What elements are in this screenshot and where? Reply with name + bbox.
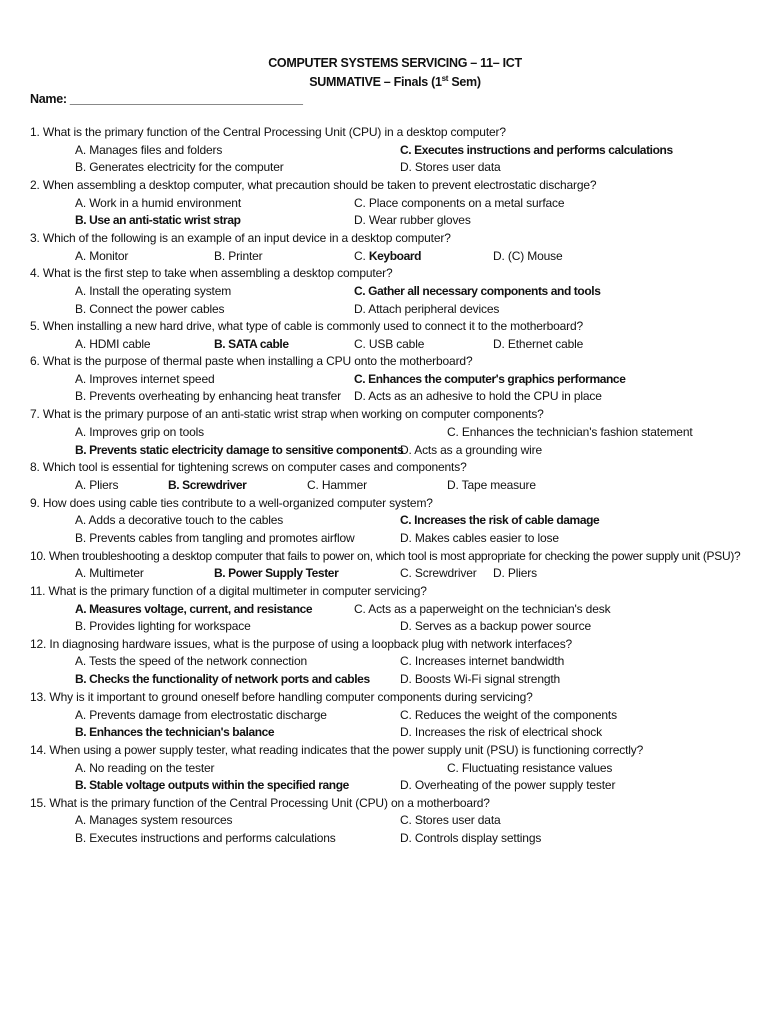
question-9: 9. How does using cable ties contribute to a well-organized computer system? [30, 496, 433, 510]
question-2: 2. When assembling a desktop computer, what precaution should be taken to prevent electrostatic discharge? [30, 178, 597, 192]
q11-option-a: A. Measures voltage, current, and resistance [75, 602, 313, 616]
q12-option-a: A. Tests the speed of the network connection [75, 654, 307, 668]
q10-option-b: B. Power Supply Tester [214, 566, 339, 580]
q7-option-b: B. Prevents static electricity damage to sensitive components [75, 443, 404, 457]
q3-option-c: C. Keyboard [354, 249, 422, 263]
q9-option-d: D. Makes cables easier to lose [400, 531, 559, 545]
q2-option-c: C. Place components on a metal surface [354, 196, 565, 210]
q9-option-a: A. Adds a decorative touch to the cables [75, 513, 284, 527]
q14-option-a: A. No reading on the tester [75, 761, 215, 775]
q4-option-d: D. Attach peripheral devices [354, 302, 500, 316]
question-11: 11. What is the primary function of a digital multimeter in computer servicing? [30, 584, 427, 598]
q13-option-b: B. Enhances the technician's balance [75, 725, 275, 739]
q7-option-c: C. Enhances the technician's fashion statement [447, 425, 693, 439]
q15-option-c: C. Stores user data [400, 813, 501, 827]
question-1: 1. What is the primary function of the Central Processing Unit (CPU) in a desktop computer? [30, 125, 506, 139]
q4-option-a: A. Install the operating system [75, 284, 232, 298]
q15-option-b: B. Executes instructions and performs calculations [75, 831, 336, 845]
q1-option-d: D. Stores user data [400, 160, 501, 174]
question-14: 14. When using a power supply tester, what reading indicates that the power supply unit (PSU) is functioning correctly? [30, 743, 644, 757]
subtitle-post: Sem) [448, 75, 481, 90]
q10-option-a: A. Multimeter [75, 566, 144, 580]
question-10: 10. When troubleshooting a desktop computer that fails to power on, which tool is most appropriate for checking the power supply unit (PSU)? [30, 549, 741, 563]
q2-option-d: D. Wear rubber gloves [354, 213, 471, 227]
q3-option-d: D. (C) Mouse [493, 249, 563, 263]
q15-option-d: D. Controls display settings [400, 831, 542, 845]
q13-option-d: D. Increases the risk of electrical shock [400, 725, 602, 739]
q1-option-b: B. Generates electricity for the computer [75, 160, 284, 174]
q12-option-b: B. Checks the functionality of network ports and cables [75, 672, 370, 686]
q5-option-b: B. SATA cable [214, 337, 289, 351]
question-3: 3. Which of the following is an example of an input device in a desktop computer? [30, 231, 451, 245]
q3-option-c-bold: Keyboard [368, 249, 422, 263]
q11-option-c: C. Acts as a paperweight on the technician's desk [354, 602, 611, 616]
q3-option-b: B. Printer [214, 249, 263, 263]
question-7: 7. What is the primary purpose of an anti-static wrist strap when working on computer components? [30, 407, 544, 421]
q4-option-c: C. Gather all necessary components and tools [354, 284, 601, 298]
q13-option-c: C. Reduces the weight of the components [400, 708, 617, 722]
q6-option-d: D. Acts as an adhesive to hold the CPU in place [354, 389, 602, 403]
q6-option-c: C. Enhances the computer's graphics performance [354, 372, 626, 386]
question-6: 6. What is the purpose of thermal paste when installing a CPU onto the motherboard? [30, 354, 473, 368]
q5-option-d: D. Ethernet cable [493, 337, 584, 351]
subtitle-pre: SUMMATIVE – Finals (1 [309, 75, 442, 90]
q6-option-b: B. Prevents overheating by enhancing heat transfer [75, 389, 342, 403]
q3-option-a: A. Monitor [75, 249, 129, 263]
q1-option-a: A. Manages files and folders [75, 143, 223, 157]
q8-option-b: B. Screwdriver [168, 478, 247, 492]
q14-option-c: C. Fluctuating resistance values [447, 761, 613, 775]
q10-option-c: C. Screwdriver [400, 566, 477, 580]
question-15: 15. What is the primary function of the Central Processing Unit (CPU) on a motherboard? [30, 796, 490, 810]
q12-option-d: D. Boosts Wi-Fi signal strength [400, 672, 561, 686]
q8-option-a: A. Pliers [75, 478, 119, 492]
q13-option-a: A. Prevents damage from electrostatic discharge [75, 708, 327, 722]
name-field-label: Name: ___________________________________ [30, 92, 303, 106]
q11-option-d: D. Serves as a backup power source [400, 619, 591, 633]
question-4: 4. What is the first step to take when assembling a desktop computer? [30, 266, 393, 280]
exam-title: COMPUTER SYSTEMS SERVICING – 11– ICT [268, 56, 522, 70]
q11-option-b: B. Provides lighting for workspace [75, 619, 251, 633]
q8-option-d: D. Tape measure [447, 478, 536, 492]
q14-option-d: D. Overheating of the power supply tester [400, 778, 616, 792]
question-13: 13. Why is it important to ground oneself before handling computer components during servicing? [30, 690, 533, 704]
q2-option-b: B. Use an anti-static wrist strap [75, 213, 241, 227]
q15-option-a: A. Manages system resources [75, 813, 233, 827]
exam-subtitle [0, 74, 768, 89]
q7-option-a: A. Improves grip on tools [75, 425, 204, 439]
q14-option-b: B. Stable voltage outputs within the specified range [75, 778, 349, 792]
q9-option-c: C. Increases the risk of cable damage [400, 513, 600, 527]
q7-option-d: D. Acts as a grounding wire [400, 443, 543, 457]
question-12: 12. In diagnosing hardware issues, what is the purpose of using a loopback plug with network interfaces? [30, 637, 573, 651]
q6-option-a: A. Improves internet speed [75, 372, 215, 386]
q9-option-b: B. Prevents cables from tangling and promotes airflow [75, 531, 355, 545]
q5-option-c: C. USB cable [354, 337, 425, 351]
q8-option-c: C. Hammer [307, 478, 367, 492]
question-8: 8. Which tool is essential for tightening screws on computer cases and components? [30, 460, 467, 474]
q4-option-b: B. Connect the power cables [75, 302, 225, 316]
q1-option-c: C. Executes instructions and performs calculations [400, 143, 673, 157]
question-5: 5. When installing a new hard drive, what type of cable is commonly used to connect it to the motherboard? [30, 319, 584, 333]
q2-option-a: A. Work in a humid environment [75, 196, 242, 210]
q10-option-d: D. Pliers [493, 566, 537, 580]
q5-option-a: A. HDMI cable [75, 337, 151, 351]
q12-option-c: C. Increases internet bandwidth [400, 654, 565, 668]
subtitle-sup: st [441, 74, 449, 83]
